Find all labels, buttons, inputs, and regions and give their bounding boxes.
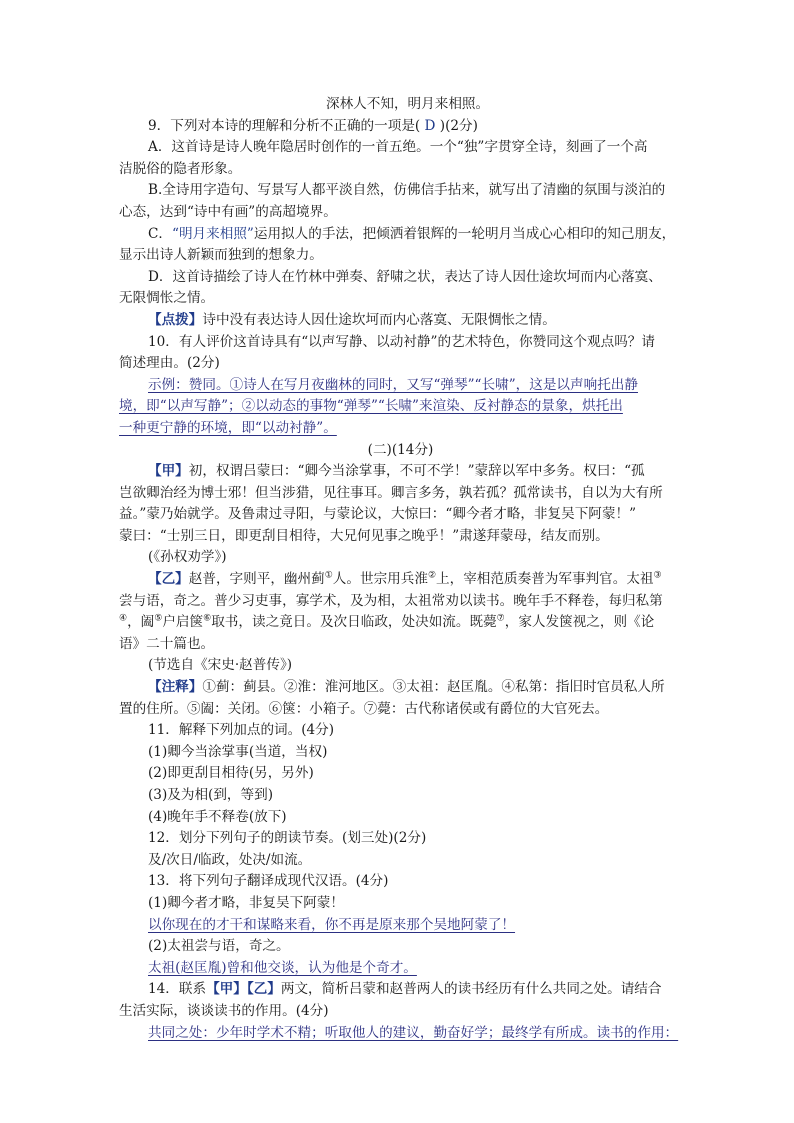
passage-yi-line-1 xyxy=(146,569,682,591)
q9-option-c-line-2: 显示出诗人新颖而独到的想象力。 xyxy=(119,247,323,264)
note-ref-5: ⑤ xyxy=(154,613,163,624)
passage-jia-tag: 【甲】 xyxy=(148,463,189,480)
q14-tag-yi: 【乙】 xyxy=(246,981,281,998)
q10-stem-line-2: 简述理由。(2分) xyxy=(119,355,220,372)
section-2-title: (二)(14分) xyxy=(367,441,434,458)
passage-yi-text-1c: 上，宰相范质奏普为军事判官。太祖 xyxy=(436,571,654,588)
passage-yi-text-3a: ，阖 xyxy=(127,614,155,631)
q9-option-a-line-1: A．这首诗是诗人晚年隐居时创作的一首五绝。一个“独”字贯穿全诗，刻画了一个高 xyxy=(148,139,648,156)
q9-option-c-prefix: C． xyxy=(148,225,172,242)
q14-answer-line-1: 共同之处：少年时学术不精；听取他人的建议，勤奋好学；最终学有所成。读书的作用： xyxy=(148,1024,679,1041)
q14-stem-1a: 14．联系 xyxy=(148,981,207,998)
note-ref-7: ⑦ xyxy=(496,613,505,624)
passage-yi-text-1b: 人。世宗用兵淮 xyxy=(332,571,428,588)
q9-option-c-quote: “明月来相照” xyxy=(172,225,254,242)
q9-stem-text: 9．下列对本诗的理解和分析不正确的一项是( xyxy=(148,117,421,134)
passage-yi-source: (节选自《宋史·赵普传》) xyxy=(148,657,293,674)
notes-line-1 xyxy=(146,677,682,699)
q10-answer-line-1: 示例：赞同。①诗人在写月夜幽林的同时，又写“弹琴”“长啸”，这是以声响托出静 xyxy=(148,376,638,393)
note-ref-2: ② xyxy=(427,570,437,581)
q11-item-3: (3)及为相(到，等到) xyxy=(148,787,274,803)
q10-answer-line-3: 一种更宁静的环境，即“以动衬静”。 xyxy=(119,419,337,436)
q10-answer-line-2: 境，即“以声写静”；②以动态的事物“弹琴”“长啸”来渲染、反衬静态的景象，烘托出 xyxy=(119,398,623,415)
passage-yi-line-3 xyxy=(119,612,682,634)
q14-stem-1b: 两文，简析吕蒙和赵普两人的读书经历有什么共同之处。请结合 xyxy=(280,981,662,998)
q13-stem: 13．将下列句子翻译成现代汉语。(4分) xyxy=(148,873,389,890)
q11-item-4: (4)晚年手不释卷(放下) xyxy=(148,808,287,825)
notes-line-2: 置的住所。⑤阖：关闭。⑥箧：小箱子。⑦薨：古代称诸侯或有爵位的大官死去。 xyxy=(119,700,609,717)
passage-yi-text-3d: ，家人发箧视之，则《论 xyxy=(504,614,655,631)
passage-yi-text-3c: 取书，读之竟日。及次日临政，处决如流。既薨 xyxy=(211,614,497,631)
passage-yi-text-2a: 尝与语，奇之。普少习吏事，寡学术，及为相，太祖常劝以读书。晚年手不释卷，每归私第 xyxy=(119,592,663,609)
q11-item-1: (1)卿今当涂掌事(当道，当权) xyxy=(148,743,328,760)
q9-stem xyxy=(146,116,682,138)
q9-answer: D xyxy=(420,117,440,134)
q9-option-d-line-2: 无限惆怅之情。 xyxy=(119,290,215,307)
q9-option-b-line-2: 心态，达到“诗中有画”的高超境界。 xyxy=(119,203,337,220)
passage-yi-text-3b: 户启箧 xyxy=(162,614,204,631)
passage-yi-line-2 xyxy=(119,591,682,613)
note-ref-6: ⑥ xyxy=(203,613,212,624)
q9-option-b-line-1: B.全诗用字造句、写景写人都平淡自然，仿佛信手拈来，就写出了清幽的氛围与淡泊的 xyxy=(148,182,666,199)
poem-last-line: 深林人不知，明月来相照。 xyxy=(326,96,490,112)
q14-tag-jia: 【甲】 xyxy=(206,981,247,998)
q10-stem-line-1: 10．有人评价这首诗具有“以声写静、以动衬静”的艺术特色，你赞同这个观点吗？请 xyxy=(148,333,655,350)
passage-jia-text-1: 初，权谓吕蒙曰：“卿今当涂掌事，不可不学！”蒙辞以军中多务。权曰：“孤 xyxy=(188,463,645,480)
passage-jia-line-4: 蒙曰：“士别三日，即更刮目相待，大兄何见事之晚乎！”肃遂拜蒙母，结友而别。 xyxy=(119,527,609,544)
q9-tip xyxy=(146,310,682,332)
document-page xyxy=(119,94,682,1044)
q9-option-d-line-1: D．这首诗描绘了诗人在竹林中弹奏、舒啸之状，表达了诗人因仕途坎坷而内心落寞、 xyxy=(148,268,662,285)
passage-jia-line-1 xyxy=(146,461,682,483)
notes-text-1: ①蓟：蓟县。②淮：淮河地区。③太祖：赵匡胤。④私第：指旧时官员私人所 xyxy=(202,679,665,696)
passage-jia-line-3: 益。”蒙乃始就学。及鲁肃过寻阳，与蒙论议，大惊曰：“卿今者才略，非复吴下阿蒙！” xyxy=(119,506,637,523)
passage-jia-source: (《孙权劝学》) xyxy=(148,549,227,566)
q13-answer-1: 以你现在的才干和谋略来看，你不再是原来那个吴地阿蒙了！ xyxy=(148,916,516,933)
q9-stem-end: )(2分) xyxy=(439,117,478,134)
passage-jia-line-2: 岂欲卿治经为博士邪！但当涉猎，见往事耳。卿言多务，孰若孤？孤常读书，自以为大有所 xyxy=(119,484,663,501)
q13-item-2: (2)太祖尝与语，奇之。 xyxy=(148,938,290,955)
note-ref-3: ③ xyxy=(653,570,662,581)
q13-item-1: (1)卿今者才略，非复吴下阿蒙！ xyxy=(148,894,344,911)
q9-tip-text: 诗中没有表达诗人因仕途坎坷而内心落寞、无限惆怅之情。 xyxy=(202,311,556,328)
q12-stem: 12．划分下列句子的朗读节奏。(划三处)(2分) xyxy=(148,830,427,847)
q14-stem-line-2: 生活实际，谈谈读书的作用。(4分) xyxy=(119,1002,329,1019)
passage-yi-tag: 【乙】 xyxy=(148,571,189,588)
q9-option-a-line-2: 洁脱俗的隐者形象。 xyxy=(119,160,242,177)
q14-stem-line-1 xyxy=(146,979,682,1001)
q9-tip-tag: 【点拨】 xyxy=(148,311,203,328)
q11-stem: 11．解释下列加点的词。(4分) xyxy=(148,722,335,739)
q11-item-2: (2)即更刮目相待(另，另外) xyxy=(148,765,314,782)
passage-yi-text-1a: 赵普，字则平，幽州蓟 xyxy=(188,571,325,588)
q9-option-c-line-1 xyxy=(146,224,682,246)
q13-answer-2: 太祖(赵匡胤)曾和他交谈，认为他是个奇才。 xyxy=(148,959,417,976)
passage-yi-line-4: 语》二十篇也。 xyxy=(119,635,215,652)
note-ref-4: ④ xyxy=(119,613,128,624)
q12-answer: 及/次日/临政，处决/如流。 xyxy=(148,851,312,868)
q9-option-c-rest: 运用拟人的手法，把倾洒着银辉的一轮明月当成心心相印的知己朋友， xyxy=(253,225,676,242)
note-ref-1: ① xyxy=(324,570,333,581)
notes-tag: 【注释】 xyxy=(148,679,203,696)
